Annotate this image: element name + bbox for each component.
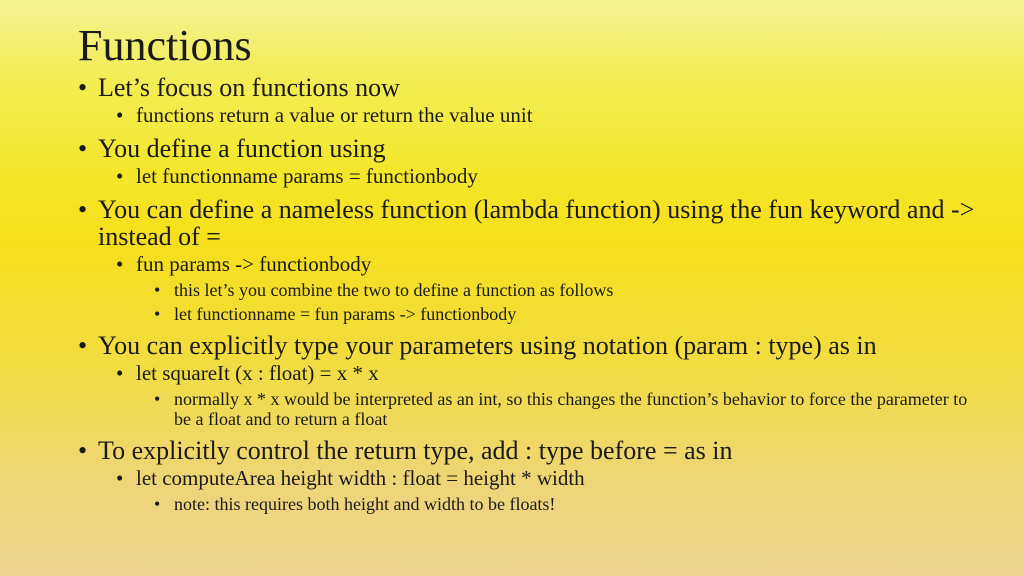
slide [78,22,978,514]
bullet-icon: • [78,195,88,224]
sub-bullet-text: fun params -> functionbody [136,252,372,276]
sub-sub-bullet-text: normally x * x would be interpreted as an int, so this changes the function’s behavior to force the parameter to be a float and to return a float [174,389,968,429]
sub-sub-bullet-item [78,304,978,324]
bullet-icon: • [78,331,88,360]
sub-bullet-item [78,164,978,188]
sub-bullet-text: let computeArea height width : float = height * width [136,466,585,490]
bullet-icon: • [154,494,161,514]
sub-sub-bullet-text: note: this requires both height and width to be floats! [174,494,556,514]
slide-title: Functions [78,21,252,70]
bullet-item [78,74,978,101]
bullet-text: You can explicitly type your parameters using notation (param : type) as in [98,331,877,360]
sub-sub-bullet-item [78,389,978,429]
bullet-icon: • [78,73,88,102]
bullet-icon: • [154,304,161,324]
bullet-icon: • [78,436,88,465]
sub-bullet-text: let functionname params = functionbody [136,164,478,188]
bullet-text: You define a function using [98,134,386,163]
bullet-text: Let’s focus on functions now [98,73,400,102]
bullet-text: You can define a nameless function (lambda function) using the fun keyword and -> instead of = [98,195,975,251]
bullet-item [78,135,978,162]
bullet-icon: • [116,361,124,385]
sub-bullet-text: let squareIt (x : float) = x * x [136,361,379,385]
bullet-item [78,196,978,250]
sub-bullet-item [78,361,978,385]
sub-bullet-text: functions return a value or return the value unit [136,103,533,127]
bullet-icon: • [78,134,88,163]
bullet-icon: • [116,164,124,188]
bullet-item [78,437,978,464]
bullet-item [78,332,978,359]
sub-sub-bullet-item [78,280,978,300]
sub-bullet-item [78,103,978,127]
bullet-icon: • [116,103,124,127]
sub-bullet-item [78,252,978,276]
bullet-icon: • [154,389,161,409]
bullet-icon: • [116,252,124,276]
bullet-icon: • [116,466,124,490]
sub-bullet-item [78,466,978,490]
bullet-list [78,74,978,514]
bullet-text: To explicitly control the return type, add : type before = as in [98,436,733,465]
sub-sub-bullet-text: this let’s you combine the two to define a function as follows [174,280,614,300]
bullet-icon: • [154,280,161,300]
sub-sub-bullet-text: let functionname = fun params -> functionbody [174,304,517,324]
sub-sub-bullet-item [78,494,978,514]
